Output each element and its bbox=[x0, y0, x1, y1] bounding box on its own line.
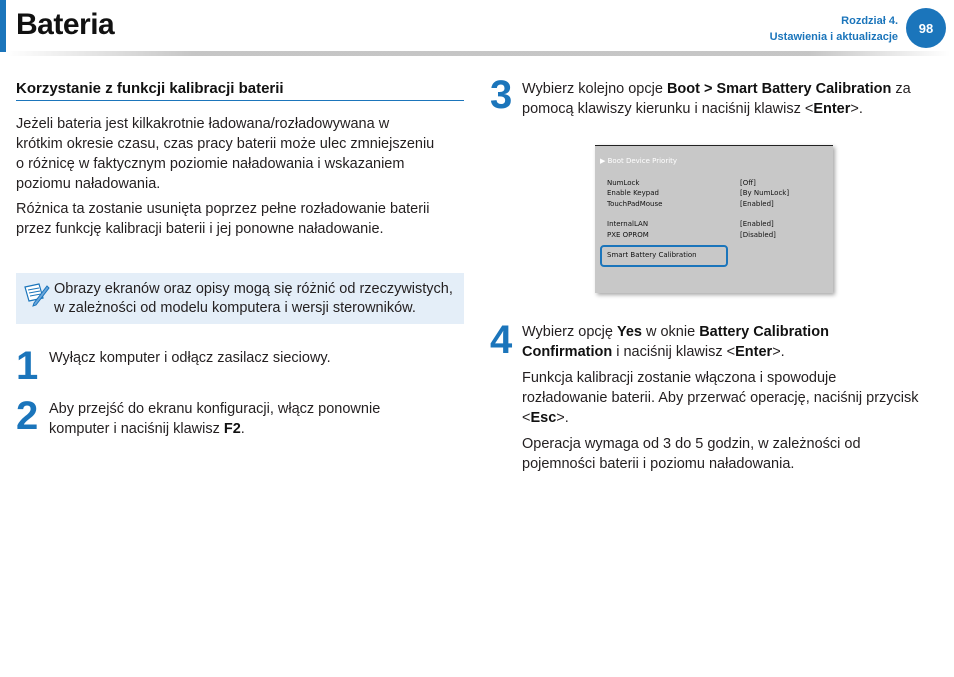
intro-paragraph-1 bbox=[16, 114, 466, 194]
text-line: Confirmation i naciśnij klawisz <Enter>. bbox=[522, 344, 785, 360]
text-line: Różnica ta zostanie usunięta poprzez pełne rozładowanie baterii bbox=[16, 201, 430, 217]
bios-option-value: [Enabled] bbox=[740, 220, 774, 228]
text-line: Aby przejść do ekranu konfiguracji, włącz ponownie bbox=[49, 401, 381, 417]
header-accent-bar bbox=[0, 0, 6, 52]
step-number-2: 2 bbox=[16, 394, 39, 438]
step-number-4: 4 bbox=[490, 318, 513, 362]
text-line: Obrazy ekranów oraz opisy mogą się różnić od rzeczywistych, bbox=[54, 281, 453, 297]
step-4-paragraph-1 bbox=[522, 368, 919, 428]
text-line: krótkim okresie czasu, czas pracy baterii może ulec zmniejszeniu bbox=[16, 136, 435, 152]
bios-option-label: TouchPadMouse bbox=[607, 200, 663, 208]
text-line: poziomu naładowania. bbox=[16, 176, 161, 192]
text-line: pomocą klawiszy kierunku i naciśnij klawisz <Enter>. bbox=[522, 101, 863, 117]
bios-option-value: [By NumLock] bbox=[740, 189, 790, 197]
text-line: komputer i naciśnij klawisz F2. bbox=[49, 421, 245, 437]
header-divider bbox=[6, 51, 950, 56]
page-number-badge: 98 bbox=[906, 8, 946, 48]
text-line: Operacja wymaga od 3 do 5 godzin, w zależności od bbox=[522, 436, 861, 452]
text-line: rozładowanie baterii. Aby przerwać operację, naciśnij przycisk bbox=[522, 390, 919, 406]
text-line: Funkcja kalibracji zostanie włączona i spowoduje bbox=[522, 370, 837, 386]
bios-screenshot bbox=[595, 145, 833, 293]
chapter-info bbox=[770, 13, 898, 45]
text-line: Jeżeli bateria jest kilkakrotnie ładowana/rozładowywana w bbox=[16, 116, 390, 132]
step-number-3: 3 bbox=[490, 73, 513, 117]
chapter-subtitle: Ustawienia i aktualizacje bbox=[769, 31, 898, 43]
text-line: Wybierz kolejno opcje Boot > Smart Battery Calibration za bbox=[522, 81, 911, 97]
note-box bbox=[16, 273, 464, 324]
text-line: o różnicę w faktycznym poziomie naładowania i wskazaniem bbox=[16, 156, 405, 172]
bios-menu-header: ▶ Boot Device Priority bbox=[600, 157, 678, 165]
pencil-note-icon bbox=[22, 281, 50, 307]
step-4-text bbox=[522, 322, 829, 362]
text-line: Wybierz opcję Yes w oknie Battery Calibration bbox=[522, 324, 829, 340]
step-2-text bbox=[49, 399, 380, 439]
step-1-text: Wyłącz komputer i odłącz zasilacz sieciowy. bbox=[49, 350, 331, 366]
text-line: <Esc>. bbox=[522, 410, 569, 426]
bios-option-label: PXE OPROM bbox=[607, 231, 649, 239]
bios-option-value: [Off] bbox=[740, 179, 756, 187]
step-4-paragraph-2 bbox=[522, 434, 861, 474]
text-line: przez funkcję kalibracji baterii i jej ponowne naładowanie. bbox=[16, 221, 384, 237]
bios-option-label: Enable Keypad bbox=[607, 189, 659, 197]
step-number-1: 1 bbox=[16, 344, 39, 388]
bios-option-label: NumLock bbox=[607, 179, 640, 187]
step-3-text bbox=[522, 79, 911, 119]
note-text bbox=[54, 280, 453, 318]
bios-option-value: [Enabled] bbox=[740, 200, 774, 208]
text-line: pojemności baterii i poziomu naładowania. bbox=[522, 456, 795, 472]
intro-paragraph-2 bbox=[16, 199, 466, 239]
chapter-label: Rozdział 4. bbox=[841, 15, 898, 27]
bios-option-value: [Disabled] bbox=[740, 231, 776, 239]
bios-selected-option: Smart Battery Calibration bbox=[607, 251, 697, 259]
bios-option-label: InternalLAN bbox=[607, 220, 649, 228]
page-title: Bateria bbox=[16, 8, 115, 41]
text-line: w zależności od modelu komputera i wersji sterowników. bbox=[54, 300, 416, 316]
section-heading: Korzystanie z funkcji kalibracji baterii bbox=[16, 80, 464, 101]
